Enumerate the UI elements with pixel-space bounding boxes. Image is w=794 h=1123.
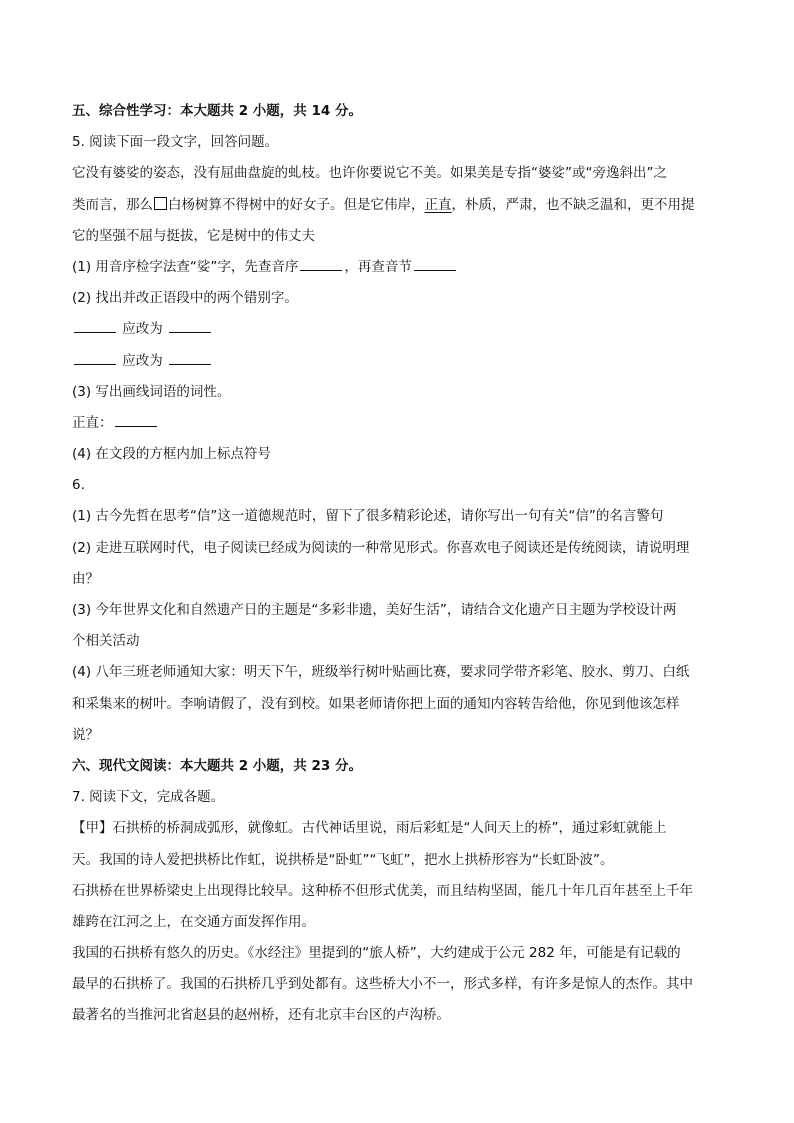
q6-sub4-line-2: 和采集来的树叶。李响请假了，没有到校。如果老师请你把上面的通知内容转告给他，你见到他该怎样 [72,695,680,712]
document-page [72,96,722,1032]
passage-jia-line-3: 石拱桥在世界桥梁史上出现得比较早。这种桥不但形式优美，而且结构坚固，能几十年几百年甚至上千年 [72,882,693,899]
q5-sub1-text: (1) 用音序检字法查“娑”字，先查音序 [72,258,299,275]
passage-text: 白杨树算不得树中的好女子。但是它伟岸， [168,196,425,213]
q5-sub3: (3) 写出画线词语的词性。 [72,383,231,400]
question-6-stem: 6. [72,477,85,494]
q5-sub2: (2) 找出并改正语段中的两个错别字。 [72,290,298,307]
answer-blank[interactable] [169,350,211,365]
passage-text: 类而言，那么 [72,196,153,213]
passage-line-3: 它的坚强不屈与挺拔，它是树中的伟丈夫 [72,227,315,244]
question-5-stem: 5. 阅读下面一段文字，回答问题。 [72,134,279,151]
passage-line-1: 它没有婆娑的姿态，没有屈曲盘旋的虬枝。也许你要说它不美。如果美是专指“婆娑”或“旁逸斜出”之 [72,165,667,182]
answer-blank[interactable] [169,318,211,333]
q5-sub4: (4) 在文段的方框内加上标点符号 [72,446,271,463]
question-7-stem: 7. 阅读下文，完成各题。 [72,789,225,806]
section-6-title: 六、现代文阅读：本大题共 2 小题，共 23 分。 [72,757,362,774]
passage-line-2 [72,190,722,221]
answer-blank[interactable] [115,412,157,427]
q6-sub4-line-1: (4) 八年三班老师通知大家：明天下午，班级举行树叶贴画比赛，要求同学带齐彩笔、胶水、剪刀、白纸 [72,664,690,681]
passage-jia-line-7: 最著名的当推河北省赵县的赵州桥，还有北京丰台区的卢沟桥。 [72,1007,450,1024]
word-label: 正直： [72,414,113,431]
q6-sub3-line-1: (3) 今年世界文化和自然遗产日的主题是“多彩非遗，美好生活”，请结合文化遗产日主题为学校设计两 [72,602,677,618]
q6-sub4-line-3: 说？ [72,726,99,743]
passage-jia-line-1: 【甲】石拱桥的桥洞成弧形，就像虹。古代神话里说，雨后彩虹是“人间天上的桥”，通过彩虹就能上 [72,820,667,837]
correction-row-1 [72,314,722,345]
passage-text: ，朴质，严肃，也不缺乏温和，更不用提 [451,196,695,213]
q5-sub1-text: ，再查音节 [344,258,412,275]
q6-sub2-line-1: (2) 走进互联网时代，电子阅读已经成为阅读的一种常见形式。你喜欢电子阅读还是传统阅读，请说明理 [72,539,690,556]
passage-jia-line-4: 雄跨在江河之上，在交通方面发挥作用。 [72,913,315,930]
answer-blank[interactable] [74,350,116,365]
passage-jia-line-5: 我国的石拱桥有悠久的历史。《水经注》里提到的“旅人桥”，大约建成于公元 282 年，可能是有记载的 [72,945,681,962]
should-be-label: 应改为 [122,352,163,369]
punctuation-box[interactable] [154,197,167,210]
answer-blank[interactable] [74,318,116,333]
section-5-title: 五、综合性学习：本大题共 2 小题，共 14 分。 [72,103,362,119]
should-be-label: 应改为 [122,321,163,338]
answer-blank[interactable] [414,256,456,271]
q6-sub1: (1) 古今先哲在思考“信”这一道德规范时，留下了很多精彩论述，请你写出一句有关“信”的名言警句 [72,508,664,525]
q6-sub2-line-2: 由？ [72,570,99,587]
underlined-word: 正直 [424,196,452,213]
answer-blank[interactable] [300,256,342,271]
passage-jia-line-6: 最早的石拱桥了。我国的石拱桥几乎到处都有。这些桥大小不一，形式多样，有许多是惊人的杰作。其中 [72,976,693,993]
q6-sub3-line-2: 个相关活动 [72,633,140,650]
q5-sub1 [72,252,722,283]
correction-row-2 [72,346,722,377]
passage-jia-line-2: 天。我国的诗人爱把拱桥比作虹，说拱桥是“卧虹”“飞虹”，把水上拱桥形容为“长虹卧波”。 [72,851,614,868]
part-of-speech-row [72,408,722,439]
